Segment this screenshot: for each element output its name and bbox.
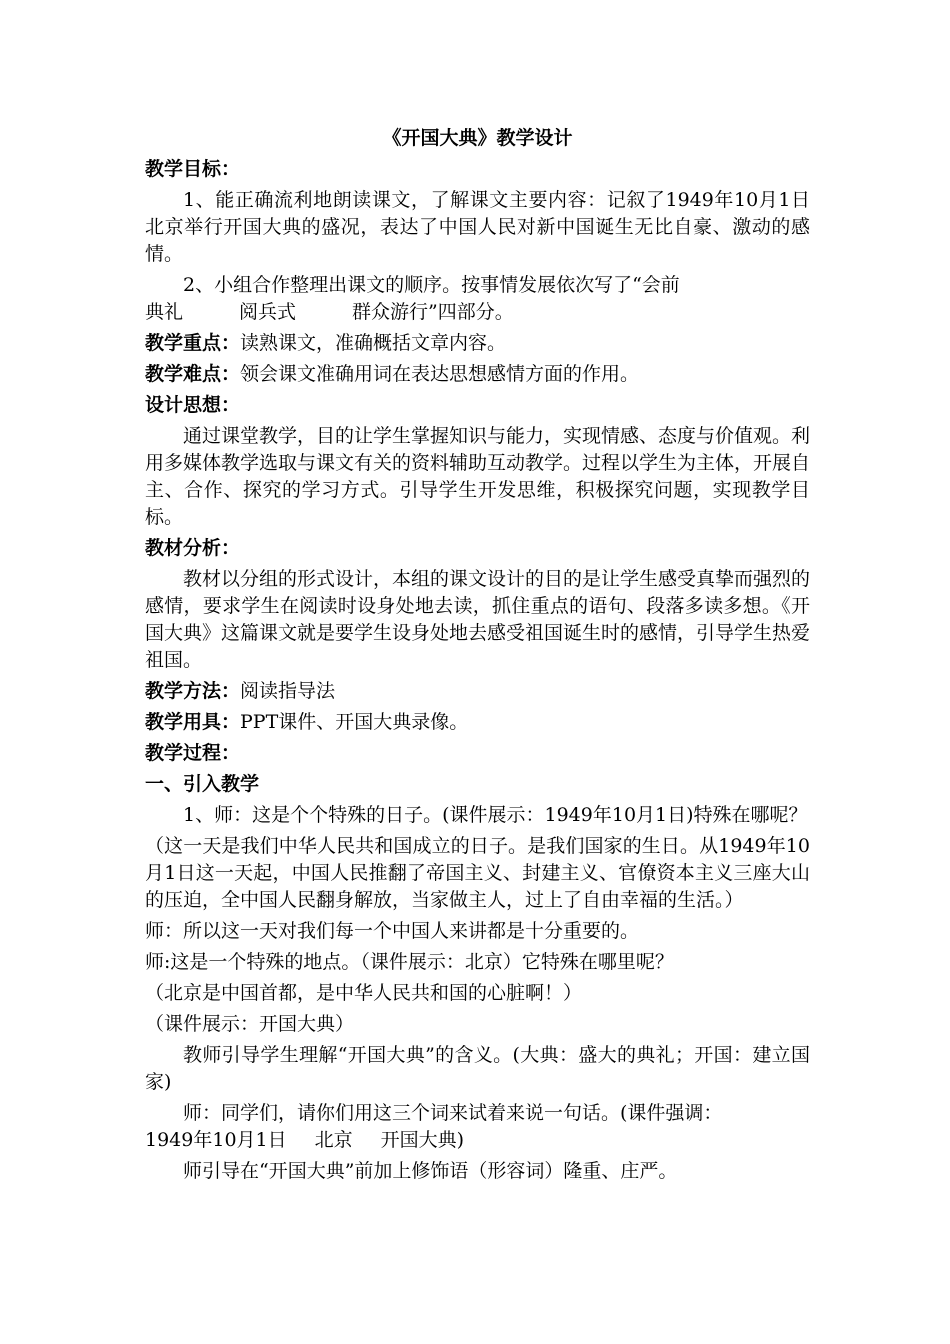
difficulty-label: 教学难点： <box>145 363 241 385</box>
paragraph-1: 1、师：这是个个特殊的日子。(课件展示：1949年10月1日)特殊在哪呢？ <box>183 804 808 826</box>
key-point <box>145 330 810 357</box>
tools-label: 教学用具： <box>145 711 241 733</box>
goals-heading: 教学目标： <box>145 158 241 180</box>
goal-2-line-a: 2、小组合作整理出课文的顺序。按事情发展依次写了“会前 <box>183 274 680 296</box>
goal-2-step-procession: 群众游行”四部分。 <box>352 301 514 323</box>
method-label: 教学方法： <box>145 680 241 702</box>
teaching-tools <box>145 709 810 736</box>
paragraph-4: 师:这是一个特殊的地点。（课件展示：北京）它特殊在哪里呢？ <box>145 951 674 973</box>
goal-2-step-parade: 阅兵式 <box>239 301 297 323</box>
teaching-method <box>145 678 810 705</box>
keyword-event: 开国大典) <box>380 1129 465 1151</box>
difficulty-text: 领会课文准确用词在表达思想感情方面的作用。 <box>240 363 640 385</box>
design-heading: 设计思想： <box>145 394 241 416</box>
material-heading: 教材分析： <box>145 537 241 559</box>
goal-2 <box>145 272 810 299</box>
keyword-date: 1949年10月1日 <box>145 1129 287 1151</box>
material-text: 教材以分组的形式设计，本组的课文设计的目的是让学生感受真挚而强烈的感情，要求学生在阅读时设身处地去读，抓住重点的语句、段落多读多想。《开国大典》这篇课文就是要学生设身处地去感受祖国诞生时的感情，引导学生热爱祖国。 <box>145 568 811 671</box>
process-heading: 教学过程： <box>145 742 241 764</box>
goal-1: 1、能正确流利地朗读课文，了解课文主要内容：记叙了1949年10月1日北京举行开国大典的盛况，表达了中国人民对新中国诞生无比自豪、激动的感情。 <box>145 189 810 265</box>
method-text: 阅读指导法 <box>240 680 336 702</box>
paragraph-8-keywords <box>145 1127 810 1154</box>
design-text: 通过课堂教学，目的让学生掌握知识与能力，实现情感、态度与价值观。利用多媒体教学选取与课文有关的资料辅助互动教学。过程以学生为主体，开展自主、合作、探究的学习方式。引导学生开发思维，积极探究问题，实现教学目标。 <box>145 425 811 528</box>
paragraph-2: （这一天是我们中华人民共和国成立的日子。是我们国家的生日。从1949年10月1日这一天起，中国人民推翻了帝国主义、封建主义、官僚资本主义三座大山的压迫，全中国人民翻身解放，当家做主人，过上了自由幸福的生活。） <box>145 835 810 911</box>
document-title: 《开国大典》教学设计 <box>382 127 573 149</box>
paragraph-8 <box>145 1100 810 1127</box>
goal-2-sequence <box>145 299 810 326</box>
paragraph-8-text: 师：同学们，请你们用这三个词来试着来说一句话。(课件强调： <box>183 1102 723 1124</box>
paragraph-3: 师：所以这一天对我们每一个中国人来讲都是十分重要的。 <box>145 920 640 942</box>
paragraph-9: 师引导在“开国大典”前加上修饰语（形容词）隆重、庄严。 <box>183 1160 678 1182</box>
document-page <box>145 124 810 1189</box>
goal-2-step-ceremony: 典礼 <box>145 301 184 323</box>
tools-text: PPT课件、开国大典录像。 <box>240 711 469 733</box>
key-point-text: 读熟课文，准确概括文章内容。 <box>240 332 507 354</box>
key-point-label: 教学重点： <box>145 332 241 354</box>
difficulty <box>145 361 810 388</box>
keyword-place: 北京 <box>314 1129 353 1151</box>
paragraph-7: 教师引导学生理解“开国大典”的含义。(大典：盛大的典礼；开国：建立国家) <box>145 1044 810 1093</box>
paragraph-5: （北京是中国首都，是中华人民共和国的心脏啊！） <box>145 982 583 1004</box>
paragraph-6: （课件展示：开国大典） <box>145 1013 355 1035</box>
section-1-heading: 一、引入教学 <box>145 773 260 795</box>
